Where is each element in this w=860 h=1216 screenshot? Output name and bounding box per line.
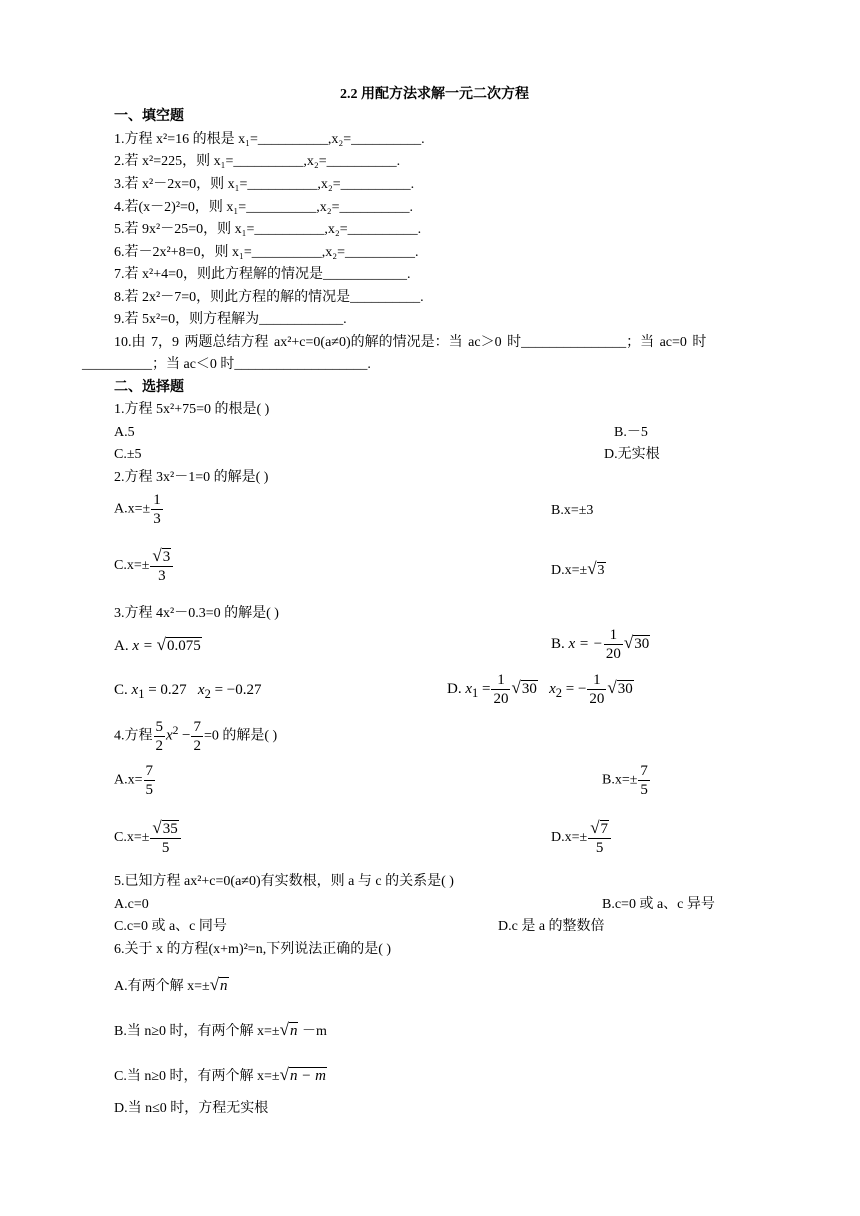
sqrt: √n bbox=[209, 975, 228, 994]
sqrt: √35 bbox=[152, 818, 178, 837]
sqrt: √7 bbox=[590, 818, 609, 837]
fraction: $\frac{1}{20}$ bbox=[605, 627, 621, 662]
sqrt: √0.075 bbox=[156, 635, 201, 654]
section-fill-blank: 一、填空题 bbox=[114, 109, 184, 124]
fraction: $\frac{1}{3}$ bbox=[153, 492, 161, 527]
q3-option-c: C. $x_1 = 0.27$ $x_2 = -0.27$ bbox=[114, 682, 262, 701]
page-title: 2.2 用配方法求解一元二次方程 bbox=[340, 87, 529, 102]
q2-option-a bbox=[114, 491, 164, 528]
choice-question-2: 2.方程 3x²－1=0 的解是( ) bbox=[114, 470, 269, 485]
fill-question-4: 4.若(x－2)²=0，则 x₁=__________,x₂=__________. bbox=[114, 200, 413, 215]
fraction: $\frac{7}{5}$ bbox=[145, 763, 154, 798]
fill-question-10: 10.由 7，9 两题总结方程 ax²+c=0(a≠0)的解的情况是：当 ac＞0 时_______________；当 ac=0 时 bbox=[114, 335, 707, 350]
q2-c-prefix: C.x=± bbox=[114, 558, 150, 574]
fraction: $\frac{√35}{5}$ bbox=[150, 819, 180, 857]
sqrt: √30 bbox=[607, 677, 633, 697]
q3-option-d: D. $x_1$ = $\frac{1}{20}$ √30 $x_2$ = − $\frac{1}{20}$ √30 bbox=[447, 672, 633, 707]
q6-option-d: D.当 n≤0 时，方程无实根 bbox=[114, 1101, 269, 1116]
fill-question-7: 7.若 x²+4=0，则此方程解的情况是____________. bbox=[114, 267, 411, 282]
fill-question-10-cont: __________；当 ac＜0 时___________________. bbox=[82, 357, 371, 372]
sqrt: √30 bbox=[623, 632, 650, 652]
sqrt: √30 bbox=[511, 677, 537, 697]
q6-option-a: A.有两个解 x=±√n bbox=[114, 975, 228, 994]
fill-question-8: 8.若 2x²－7=0，则此方程的解的情况是__________. bbox=[114, 290, 424, 305]
q5-option-b: B.c=0 或 a、c 异号 bbox=[602, 897, 715, 912]
fraction: $\frac{1}{20}$ bbox=[493, 672, 509, 707]
fill-question-3: 3.若 x²－2x=0，则 x₁=__________,x₂=__________. bbox=[114, 177, 415, 192]
q3-b-lhs: x = − bbox=[568, 635, 603, 652]
q3-a-prefix: A. bbox=[114, 638, 129, 654]
sqrt: √3 bbox=[587, 559, 605, 578]
q2-a-prefix: A.x=± bbox=[114, 501, 151, 517]
q1-option-d: D.无实根 bbox=[604, 447, 660, 462]
section-multiple-choice: 二、选择题 bbox=[114, 380, 184, 395]
q3-a-lhs: x = bbox=[132, 638, 153, 654]
q1-option-c: C.±5 bbox=[114, 447, 142, 462]
q2-option-d bbox=[551, 560, 606, 580]
q5-option-c: C.c=0 或 a、c 同号 bbox=[114, 919, 227, 934]
q1-option-a: A.5 bbox=[114, 425, 135, 440]
fill-question-6: 6.若－2x²+8=0，则 x₁=__________,x₂=__________. bbox=[114, 245, 419, 260]
q5-option-d: D.c 是 a 的整数倍 bbox=[498, 919, 605, 934]
choice-question-3: 3.方程 4x²－0.3=0 的解是( ) bbox=[114, 606, 279, 621]
fraction: $\frac{7}{5}$ bbox=[640, 763, 648, 798]
q5-option-a: A.c=0 bbox=[114, 897, 149, 912]
q4-option-d: D.x=± $\frac{√7}{5}$ bbox=[551, 819, 612, 857]
fill-question-9: 9.若 5x²=0，则方程解为____________. bbox=[114, 312, 347, 327]
q3-d-prefix: D. bbox=[447, 680, 462, 697]
fill-question-5: 5.若 9x²－25=0，则 x₁=__________,x₂=__________. bbox=[114, 222, 422, 237]
choice-question-4: 4.方程 $\frac{5}{2}$ $x^2$ − $\frac{7}{2}$ =0 的解是( ) bbox=[114, 719, 278, 754]
fill-question-1: 1.方程 x²=16 的根是 x₁=__________,x₂=__________. bbox=[114, 132, 425, 147]
sqrt: √3 bbox=[152, 546, 171, 565]
sqrt: √n − m bbox=[279, 1065, 326, 1084]
fraction: $\frac{√7}{5}$ bbox=[588, 819, 611, 857]
choice-question-5: 5.已知方程 ax²+c=0(a≠0)有实数根，则 a 与 c 的关系是( ) bbox=[114, 874, 454, 889]
q2-option-c bbox=[114, 547, 174, 585]
q1-option-b: B.－5 bbox=[614, 425, 648, 440]
q3-b-prefix: B. bbox=[551, 635, 565, 652]
sqrt: √n bbox=[279, 1020, 298, 1039]
fraction: $\frac{1}{20}$ bbox=[589, 672, 605, 707]
fill-question-2: 2.若 x²=225，则 x₁=__________,x₂=__________. bbox=[114, 154, 401, 169]
fraction: $\frac{7}{2}$ bbox=[193, 719, 201, 754]
fraction: $\frac{5}{2}$ bbox=[155, 719, 163, 754]
q3-c-prefix: C. bbox=[114, 682, 128, 698]
q2-option-b: B.x=±3 bbox=[551, 503, 594, 518]
q4-option-c: C.x=± $\frac{√35}{5}$ bbox=[114, 819, 182, 857]
q3-option-a bbox=[114, 636, 202, 655]
q2-d-prefix: D.x=± bbox=[551, 563, 588, 578]
choice-question-1: 1.方程 5x²+75=0 的根是( ) bbox=[114, 402, 270, 417]
choice-question-6: 6.关于 x 的方程(x+m)²=n,下列说法正确的是( ) bbox=[114, 942, 392, 957]
q3-option-b bbox=[551, 626, 650, 663]
q4-option-b: B.x=± $\frac{7}{5}$ bbox=[602, 763, 648, 798]
q6-option-c: C.当 n≥0 时，有两个解 x=±√n − m bbox=[114, 1065, 326, 1084]
q6-option-b: B.当 n≥0 时，有两个解 x=±√n －m bbox=[114, 1020, 327, 1039]
fraction: $\frac{√3}{3}$ bbox=[150, 547, 173, 585]
q4-option-a: A.x= $\frac{7}{5}$ bbox=[114, 763, 154, 798]
